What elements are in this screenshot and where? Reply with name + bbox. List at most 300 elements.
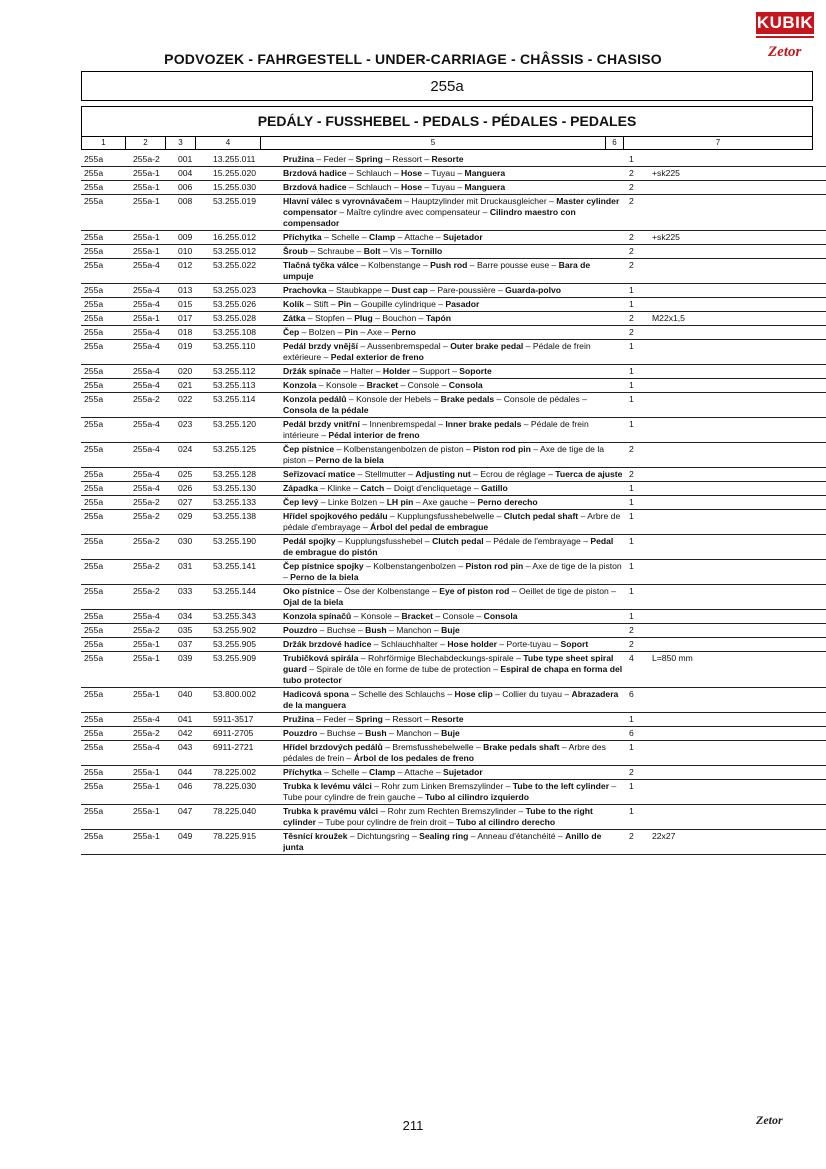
table-row: [81, 340, 826, 365]
group-cell: 255a: [81, 340, 130, 365]
quantity-cell: 2: [625, 245, 649, 259]
desc-rest: – Rohrförmige Blechabdeckungs-spirale –: [358, 653, 524, 663]
group-cell: 255a: [81, 560, 130, 585]
part-number-cell: 53.255.019: [210, 195, 280, 231]
part-number-cell: 78.225.002: [210, 766, 280, 780]
quantity-cell: 2: [625, 167, 649, 181]
position-cell: 019: [175, 340, 210, 365]
desc-en: Tube to the right cylinder: [283, 806, 593, 827]
position-cell: 043: [175, 741, 210, 766]
desc-es: Perno de la biela: [290, 572, 359, 582]
desc-es: Manguera: [464, 182, 506, 192]
note-cell: [649, 560, 826, 585]
col-header-7: 7: [715, 138, 721, 147]
description-cell: [280, 259, 625, 284]
figure-cell: 255a-1: [130, 312, 175, 326]
note-cell: [649, 326, 826, 340]
desc-rest2: – Support –: [410, 366, 460, 376]
desc-cz: Brzdová hadice: [283, 182, 347, 192]
figure-cell: 255a-1: [130, 195, 175, 231]
position-cell: 031: [175, 560, 210, 585]
group-cell: 255a: [81, 652, 130, 688]
position-cell: 041: [175, 713, 210, 727]
figure-cell: 255a-2: [130, 585, 175, 610]
logo-sub: Zetor: [768, 44, 802, 60]
col-header-4: 4: [196, 137, 261, 149]
description-cell: [280, 727, 625, 741]
group-cell: 255a: [81, 326, 130, 340]
note-cell: [649, 259, 826, 284]
desc-cz: Trubičková spirála: [283, 653, 359, 663]
desc-rest: – Klinke –: [317, 483, 361, 493]
figure-cell: 255a-4: [130, 284, 175, 298]
quantity-cell: 1: [625, 510, 649, 535]
note-cell: +sk225: [649, 231, 826, 245]
desc-rest: – Schelle des Schlauchs –: [348, 689, 455, 699]
desc-en: Dust cap: [391, 285, 428, 295]
desc-rest2: – Maître cylindre avec compensateur –: [336, 207, 490, 217]
description-cell: [280, 365, 625, 379]
group-cell: 255a: [81, 153, 130, 167]
part-number-cell: 53.255.190: [210, 535, 280, 560]
desc-en: Tube type sheet spiral guard: [283, 653, 614, 674]
desc-cz: Konzola: [283, 380, 317, 390]
group-cell: 255a: [81, 468, 130, 482]
desc-cz: Trubka k pravému válci: [283, 806, 379, 816]
part-number-cell: 53.255.138: [210, 510, 280, 535]
desc-es: Árbol de los pedales de freno: [353, 753, 475, 763]
desc-rest: – Kolbenstange –: [358, 260, 431, 270]
part-number-cell: 53.255.108: [210, 326, 280, 340]
table-row: [81, 585, 826, 610]
desc-en: Clutch pedal: [432, 536, 484, 546]
desc-en: Hose holder: [447, 639, 497, 649]
figure-cell: 255a-4: [130, 610, 175, 624]
description-cell: [280, 638, 625, 652]
group-cell: 255a: [81, 510, 130, 535]
figure-cell: 255a-2: [130, 560, 175, 585]
desc-rest2: – Barre pousse euse –: [467, 260, 559, 270]
table-row: [81, 326, 826, 340]
desc-es: Resorte: [431, 714, 464, 724]
position-cell: 013: [175, 284, 210, 298]
part-number-cell: 5911-3517: [210, 713, 280, 727]
note-cell: [649, 245, 826, 259]
note-cell: [649, 713, 826, 727]
note-cell: [649, 638, 826, 652]
desc-en: Tube to the left cylinder: [512, 781, 610, 791]
group-cell: 255a: [81, 638, 130, 652]
note-cell: [649, 153, 826, 167]
page-number: 211: [402, 1118, 424, 1133]
part-number-cell: 53.255.141: [210, 560, 280, 585]
quantity-cell: 2: [625, 312, 649, 326]
group-cell: 255a: [81, 610, 130, 624]
desc-en: Master cylinder compensator: [283, 196, 620, 217]
quantity-cell: 2: [625, 231, 649, 245]
part-number-cell: 53.255.022: [210, 259, 280, 284]
table-row: [81, 780, 826, 805]
quantity-cell: 2: [625, 195, 649, 231]
desc-rest2: – Arbre de pédale d'embrayage –: [283, 511, 621, 532]
desc-rest: – Öse der Kolbenstange –: [334, 586, 440, 596]
note-cell: [649, 805, 826, 830]
part-number-cell: 53.800.002: [210, 688, 280, 713]
desc-es: Gatillo: [481, 483, 508, 493]
table-row: [81, 766, 826, 780]
desc-en: Adjusting nut: [415, 469, 471, 479]
desc-rest2: – Ressort –: [382, 714, 432, 724]
quantity-cell: 2: [625, 830, 649, 855]
desc-rest: – Aussenbremspedal –: [358, 341, 451, 351]
desc-rest: – Buchse –: [317, 625, 366, 635]
quantity-cell: 2: [625, 181, 649, 195]
table-row: [81, 482, 826, 496]
position-cell: 022: [175, 393, 210, 418]
section-title: PEDÁLY - FUSSHEBEL - PEDALS - PÉDALES - PEDALES: [257, 113, 637, 129]
desc-rest: – Schelle –: [321, 767, 369, 777]
desc-rest2: – Attache –: [395, 232, 444, 242]
quantity-cell: 2: [625, 326, 649, 340]
desc-rest2: – Manchon –: [386, 625, 442, 635]
description-cell: [280, 780, 625, 805]
desc-en: Inner brake pedals: [445, 419, 522, 429]
desc-en: Push rod: [430, 260, 468, 270]
position-cell: 021: [175, 379, 210, 393]
description-cell: [280, 560, 625, 585]
part-number-cell: 53.255.112: [210, 365, 280, 379]
desc-es: Consola de la pédale: [283, 405, 369, 415]
part-number-cell: 6911-2721: [210, 741, 280, 766]
group-cell: 255a: [81, 231, 130, 245]
desc-en: Clamp: [369, 232, 396, 242]
desc-en: Outer brake pedal: [450, 341, 524, 351]
desc-cz: Brzdová hadice: [283, 168, 347, 178]
note-cell: [649, 181, 826, 195]
desc-rest2: – Oeillet de tige de piston –: [509, 586, 616, 596]
quantity-cell: 2: [625, 638, 649, 652]
group-cell: 255a: [81, 245, 130, 259]
desc-en: Clutch pedal shaft: [503, 511, 579, 521]
position-cell: 010: [175, 245, 210, 259]
note-cell: [649, 496, 826, 510]
description-cell: [280, 652, 625, 688]
position-cell: 049: [175, 830, 210, 855]
desc-es: Tornillo: [411, 246, 443, 256]
table-row: [81, 830, 826, 855]
quantity-cell: 2: [625, 443, 649, 468]
desc-cz: Pouzdro: [283, 728, 318, 738]
desc-es: Buje: [441, 728, 460, 738]
desc-cz: Hadicová spona: [283, 689, 349, 699]
quantity-cell: 1: [625, 298, 649, 312]
desc-en: Pin: [344, 327, 359, 337]
position-cell: 008: [175, 195, 210, 231]
desc-rest2: – Anneau d'étanchéité –: [468, 831, 566, 841]
desc-en: Hose: [401, 182, 423, 192]
desc-rest2: – Ecrou de réglage –: [470, 469, 556, 479]
part-number-cell: 53.255.023: [210, 284, 280, 298]
description-cell: [280, 245, 625, 259]
desc-rest: – Schlauch –: [346, 182, 401, 192]
desc-es: Manguera: [464, 168, 506, 178]
group-cell: 255a: [81, 418, 130, 443]
note-cell: +sk225: [649, 167, 826, 181]
desc-en: Bracket: [366, 380, 399, 390]
position-cell: 024: [175, 443, 210, 468]
section-box: [81, 106, 813, 137]
note-cell: [649, 284, 826, 298]
position-cell: 040: [175, 688, 210, 713]
desc-rest2: – Vis –: [380, 246, 412, 256]
table-row: [81, 560, 826, 585]
desc-rest2: – Attache –: [395, 767, 444, 777]
position-cell: 030: [175, 535, 210, 560]
desc-cz: Hlavní válec s vyrovnávačem: [283, 196, 402, 206]
note-cell: [649, 585, 826, 610]
description-cell: [280, 805, 625, 830]
group-code: 255a: [430, 78, 464, 95]
group-cell: 255a: [81, 393, 130, 418]
description-cell: [280, 713, 625, 727]
group-cell: 255a: [81, 284, 130, 298]
description-cell: [280, 326, 625, 340]
desc-cz: Příchytka: [283, 232, 322, 242]
desc-rest: – Hauptzylinder mit Druckausgleicher –: [401, 196, 557, 206]
table-row: [81, 312, 826, 326]
position-cell: 035: [175, 624, 210, 638]
figure-cell: 255a-1: [130, 766, 175, 780]
table-row: [81, 741, 826, 766]
part-number-cell: 53.255.902: [210, 624, 280, 638]
desc-cz: Hřídel brzdových pedálů: [283, 742, 383, 752]
quantity-cell: 1: [625, 610, 649, 624]
desc-en: Spring: [355, 714, 383, 724]
desc-es: Guarda-polvo: [505, 285, 562, 295]
table-row: [81, 610, 826, 624]
page-title: PODVOZEK - FAHRGESTELL - UNDER-CARRIAGE - CHÂSSIS - CHASISO: [164, 51, 662, 67]
quantity-cell: 6: [625, 688, 649, 713]
desc-rest: – Linke Bolzen –: [318, 497, 387, 507]
desc-cz: Pedál brzdy vnitřní: [283, 419, 360, 429]
figure-cell: 255a-4: [130, 259, 175, 284]
desc-en: LH pin: [386, 497, 414, 507]
desc-rest2: – Console –: [432, 611, 484, 621]
group-cell: 255a: [81, 727, 130, 741]
desc-es: Soporte: [459, 366, 492, 376]
group-cell: 255a: [81, 713, 130, 727]
desc-rest: – Halter –: [340, 366, 383, 376]
table-row: [81, 167, 826, 181]
description-cell: [280, 418, 625, 443]
desc-es: Perno de la biela: [315, 455, 384, 465]
desc-rest2: – Tube pour cylindre de frein droit –: [315, 817, 456, 827]
description-cell: [280, 167, 625, 181]
desc-cz: Těsnící kroužek: [283, 831, 348, 841]
desc-rest: – Bremsfusshebelwelle –: [382, 742, 484, 752]
position-cell: 012: [175, 259, 210, 284]
desc-en: Bracket: [401, 611, 433, 621]
part-number-cell: 15.255.030: [210, 181, 280, 195]
desc-en: Piston rod pin: [465, 561, 524, 571]
desc-rest: – Schlauch –: [346, 168, 401, 178]
figure-cell: 255a-1: [130, 780, 175, 805]
position-cell: 020: [175, 365, 210, 379]
desc-es: Sujetador: [443, 232, 483, 242]
table-row: [81, 468, 826, 482]
desc-cz: Zátka: [283, 313, 306, 323]
figure-cell: 255a-1: [130, 181, 175, 195]
description-cell: [280, 195, 625, 231]
desc-es: Anillo de junta: [283, 831, 602, 852]
desc-rest2: – Spirale de tôle en forme de tube de protection –: [306, 664, 501, 674]
figure-cell: 255a-4: [130, 379, 175, 393]
desc-rest: – Kupplungsfusshebelwelle –: [387, 511, 504, 521]
figure-cell: 255a-1: [130, 688, 175, 713]
figure-cell: 255a-1: [130, 231, 175, 245]
desc-rest: – Konsole der Hebels –: [346, 394, 441, 404]
col-header-5: 5: [261, 137, 606, 149]
description-cell: [280, 741, 625, 766]
group-cell: 255a: [81, 741, 130, 766]
desc-rest2: – Collier du tuyau –: [492, 689, 572, 699]
figure-cell: 255a-4: [130, 468, 175, 482]
figure-cell: 255a-2: [130, 496, 175, 510]
part-number-cell: 6911-2705: [210, 727, 280, 741]
desc-rest2: – Pédale de l'embrayage –: [483, 536, 591, 546]
desc-rest2: – Doigt d'encliquetage –: [384, 483, 481, 493]
table-row: [81, 510, 826, 535]
desc-rest: – Stopfen –: [305, 313, 355, 323]
desc-en: Piston rod pin: [473, 444, 531, 454]
position-cell: 023: [175, 418, 210, 443]
description-cell: [280, 181, 625, 195]
figure-cell: 255a-4: [130, 298, 175, 312]
description-cell: [280, 284, 625, 298]
quantity-cell: 2: [625, 468, 649, 482]
desc-rest2: – Axe gauche –: [413, 497, 478, 507]
desc-rest: – Dichtungsring –: [347, 831, 420, 841]
desc-cz: Hřídel spojkového pedálu: [283, 511, 388, 521]
group-cell: 255a: [81, 766, 130, 780]
figure-cell: 255a-4: [130, 713, 175, 727]
quantity-cell: 1: [625, 418, 649, 443]
quantity-cell: 1: [625, 365, 649, 379]
table-row: [81, 153, 826, 167]
group-cell: 255a: [81, 805, 130, 830]
col-header-6: 6: [606, 137, 624, 149]
part-number-cell: 53.255.114: [210, 393, 280, 418]
desc-rest: – Schraube –: [307, 246, 364, 256]
table-row: [81, 688, 826, 713]
part-number-cell: 78.225.040: [210, 805, 280, 830]
part-number-cell: 53.255.026: [210, 298, 280, 312]
table-row: [81, 284, 826, 298]
group-cell: 255a: [81, 496, 130, 510]
description-cell: [280, 443, 625, 468]
desc-rest2: – Bouchon –: [372, 313, 426, 323]
description-cell: [280, 610, 625, 624]
desc-rest2: – Console –: [398, 380, 449, 390]
desc-es: Espiral de chapa en forma del tubo protector: [283, 664, 623, 685]
figure-cell: 255a-4: [130, 482, 175, 496]
desc-es: Tapón: [425, 313, 451, 323]
group-cell: 255a: [81, 585, 130, 610]
description-cell: [280, 624, 625, 638]
desc-es: Bara de umpuje: [283, 260, 591, 281]
group-cell: 255a: [81, 688, 130, 713]
desc-cz: Příchytka: [283, 767, 322, 777]
description-cell: [280, 231, 625, 245]
desc-rest2: – Porte-tuyau –: [497, 639, 561, 649]
desc-es: Pédal interior de freno: [328, 430, 420, 440]
table-row: [81, 181, 826, 195]
desc-es: Árbol del pedal de embrague: [370, 522, 489, 532]
group-cell: 255a: [81, 535, 130, 560]
position-cell: 047: [175, 805, 210, 830]
desc-rest: – Schelle –: [321, 232, 369, 242]
position-cell: 034: [175, 610, 210, 624]
desc-cz: Šroub: [283, 246, 308, 256]
desc-rest2: – Goupille cylindrique –: [351, 299, 446, 309]
quantity-cell: 4: [625, 652, 649, 688]
logo-brand: KUBIK: [756, 13, 814, 32]
group-cell: 255a: [81, 312, 130, 326]
position-cell: 027: [175, 496, 210, 510]
position-cell: 018: [175, 326, 210, 340]
figure-cell: 255a-2: [130, 535, 175, 560]
figure-cell: 255a-4: [130, 340, 175, 365]
table-row: [81, 652, 826, 688]
desc-rest: – Bolzen –: [299, 327, 345, 337]
desc-en: Pin: [337, 299, 352, 309]
part-number-cell: 53.255.028: [210, 312, 280, 326]
quantity-cell: 2: [625, 259, 649, 284]
group-cell: 255a: [81, 167, 130, 181]
desc-cz: Trubka k levému válci: [283, 781, 372, 791]
table-row: [81, 496, 826, 510]
note-cell: [649, 443, 826, 468]
desc-cz: Konzola pedálů: [283, 394, 347, 404]
desc-rest: – Konsole –: [351, 611, 402, 621]
figure-cell: 255a-2: [130, 153, 175, 167]
quantity-cell: 1: [625, 560, 649, 585]
note-cell: [649, 624, 826, 638]
quantity-cell: 1: [625, 585, 649, 610]
quantity-cell: 1: [625, 535, 649, 560]
position-cell: 006: [175, 181, 210, 195]
figure-cell: 255a-4: [130, 741, 175, 766]
desc-en: Holder: [382, 366, 411, 376]
description-cell: [280, 688, 625, 713]
note-cell: L=850 mm: [649, 652, 826, 688]
desc-rest: – Feder –: [314, 154, 356, 164]
desc-cz: Čep levý: [283, 497, 319, 507]
position-cell: 009: [175, 231, 210, 245]
table-row: [81, 727, 826, 741]
group-cell: 255a: [81, 624, 130, 638]
desc-es: Ojal de la biela: [283, 597, 344, 607]
table-row: [81, 298, 826, 312]
desc-rest: – Innenbremspedal –: [359, 419, 446, 429]
position-cell: 037: [175, 638, 210, 652]
desc-rest: – Stellmutter –: [355, 469, 416, 479]
quantity-cell: 2: [625, 766, 649, 780]
position-cell: 044: [175, 766, 210, 780]
desc-en: Brake pedals: [440, 394, 495, 404]
description-cell: [280, 830, 625, 855]
desc-rest: – Rohr zum Linken Bremszylinder –: [371, 781, 513, 791]
